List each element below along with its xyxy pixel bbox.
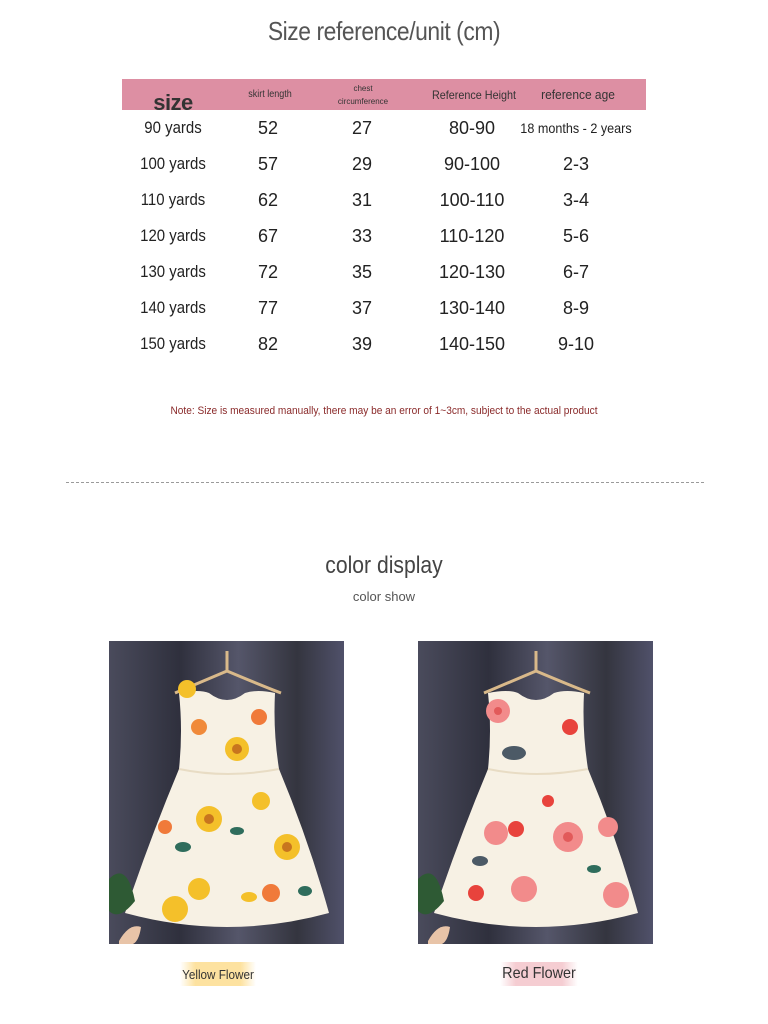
cell-chest: 39 <box>351 333 373 354</box>
table-row <box>122 146 646 182</box>
caption-yellow-flower: Yellow Flower <box>180 962 256 986</box>
cell-skirt-length: 77 <box>257 297 279 318</box>
cell-chest: 33 <box>351 225 373 246</box>
cell-height: 130-140 <box>438 297 506 318</box>
table-row <box>122 254 646 290</box>
color-section-subtitle: color show <box>352 589 416 604</box>
table-row <box>122 110 646 146</box>
cell-age: 5-6 <box>562 225 589 246</box>
cell-chest: 27 <box>351 117 373 138</box>
section-divider <box>66 482 704 483</box>
product-image-yellow-flower[interactable] <box>109 641 344 944</box>
cell-height: 80-90 <box>448 117 496 138</box>
table-body <box>122 110 646 362</box>
cell-age: 9-10 <box>557 333 595 354</box>
header-size: size <box>153 89 193 115</box>
cell-skirt-length: 62 <box>257 189 279 210</box>
cell-size: 150 yards <box>140 334 206 353</box>
cell-skirt-length: 57 <box>257 153 279 174</box>
cell-age: 6-7 <box>562 261 589 282</box>
cell-skirt-length: 67 <box>257 225 279 246</box>
cell-chest: 31 <box>351 189 373 210</box>
cell-chest: 29 <box>351 153 373 174</box>
cell-size: 100 yards <box>140 154 206 173</box>
size-table <box>122 79 646 362</box>
header-reference-height: Reference Height <box>431 87 517 102</box>
table-row <box>122 290 646 326</box>
measurement-note: Note: Size is measured manually, there may be an error of 1~3cm, subject to the actual product <box>170 405 598 417</box>
cell-height: 120-130 <box>438 261 506 282</box>
cell-size: 120 yards <box>140 226 206 245</box>
cell-size: 140 yards <box>140 298 206 317</box>
dress-illustration <box>418 641 653 944</box>
cell-size: 130 yards <box>140 262 206 281</box>
header-chest-line1: chest <box>353 83 373 93</box>
caption-red-flower: Red Flower <box>500 962 577 986</box>
table-row <box>122 182 646 218</box>
header-chest <box>318 79 408 110</box>
table-header <box>122 79 646 115</box>
table-row <box>122 326 646 362</box>
header-skirt-length: skirt length <box>248 89 292 100</box>
dress-illustration <box>109 641 344 944</box>
cell-size: 110 yards <box>140 190 206 209</box>
product-image-red-flower[interactable] <box>418 641 653 944</box>
cell-age: 3-4 <box>562 189 589 210</box>
cell-age: 18 months - 2 years <box>520 120 632 136</box>
cell-skirt-length: 72 <box>257 261 279 282</box>
cell-age: 8-9 <box>562 297 589 318</box>
cell-chest: 37 <box>351 297 373 318</box>
cell-height: 90-100 <box>443 153 501 174</box>
color-section-title: color display <box>325 552 443 579</box>
cell-skirt-length: 82 <box>257 333 279 354</box>
table-row <box>122 218 646 254</box>
cell-height: 100-110 <box>439 189 505 210</box>
page-title: Size reference/unit (cm) <box>267 16 501 46</box>
cell-chest: 35 <box>351 261 373 282</box>
cell-age: 2-3 <box>562 153 589 174</box>
cell-skirt-length: 52 <box>257 117 279 138</box>
header-reference-age: reference age <box>541 87 615 102</box>
cell-height: 140-150 <box>438 333 506 354</box>
cell-height: 110-120 <box>439 225 505 246</box>
cell-size: 90 yards <box>144 118 202 137</box>
header-chest-line2: circumference <box>337 96 389 106</box>
